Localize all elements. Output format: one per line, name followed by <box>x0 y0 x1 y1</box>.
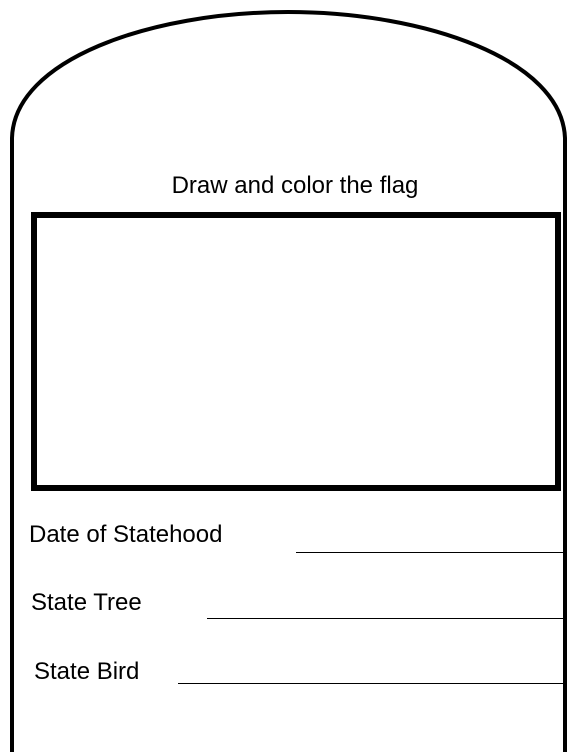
state-bird-label: State Bird <box>34 658 140 685</box>
flag-instruction: Draw and color the flag <box>171 172 419 199</box>
state-tree-label: State Tree <box>31 589 142 616</box>
state-tree-answer-line[interactable] <box>207 618 567 619</box>
state-bird-answer-line[interactable] <box>178 683 567 684</box>
statehood-date-label: Date of Statehood <box>29 521 223 548</box>
statehood-date-answer-line[interactable] <box>296 552 566 553</box>
flag-drawing-area[interactable] <box>31 212 561 491</box>
